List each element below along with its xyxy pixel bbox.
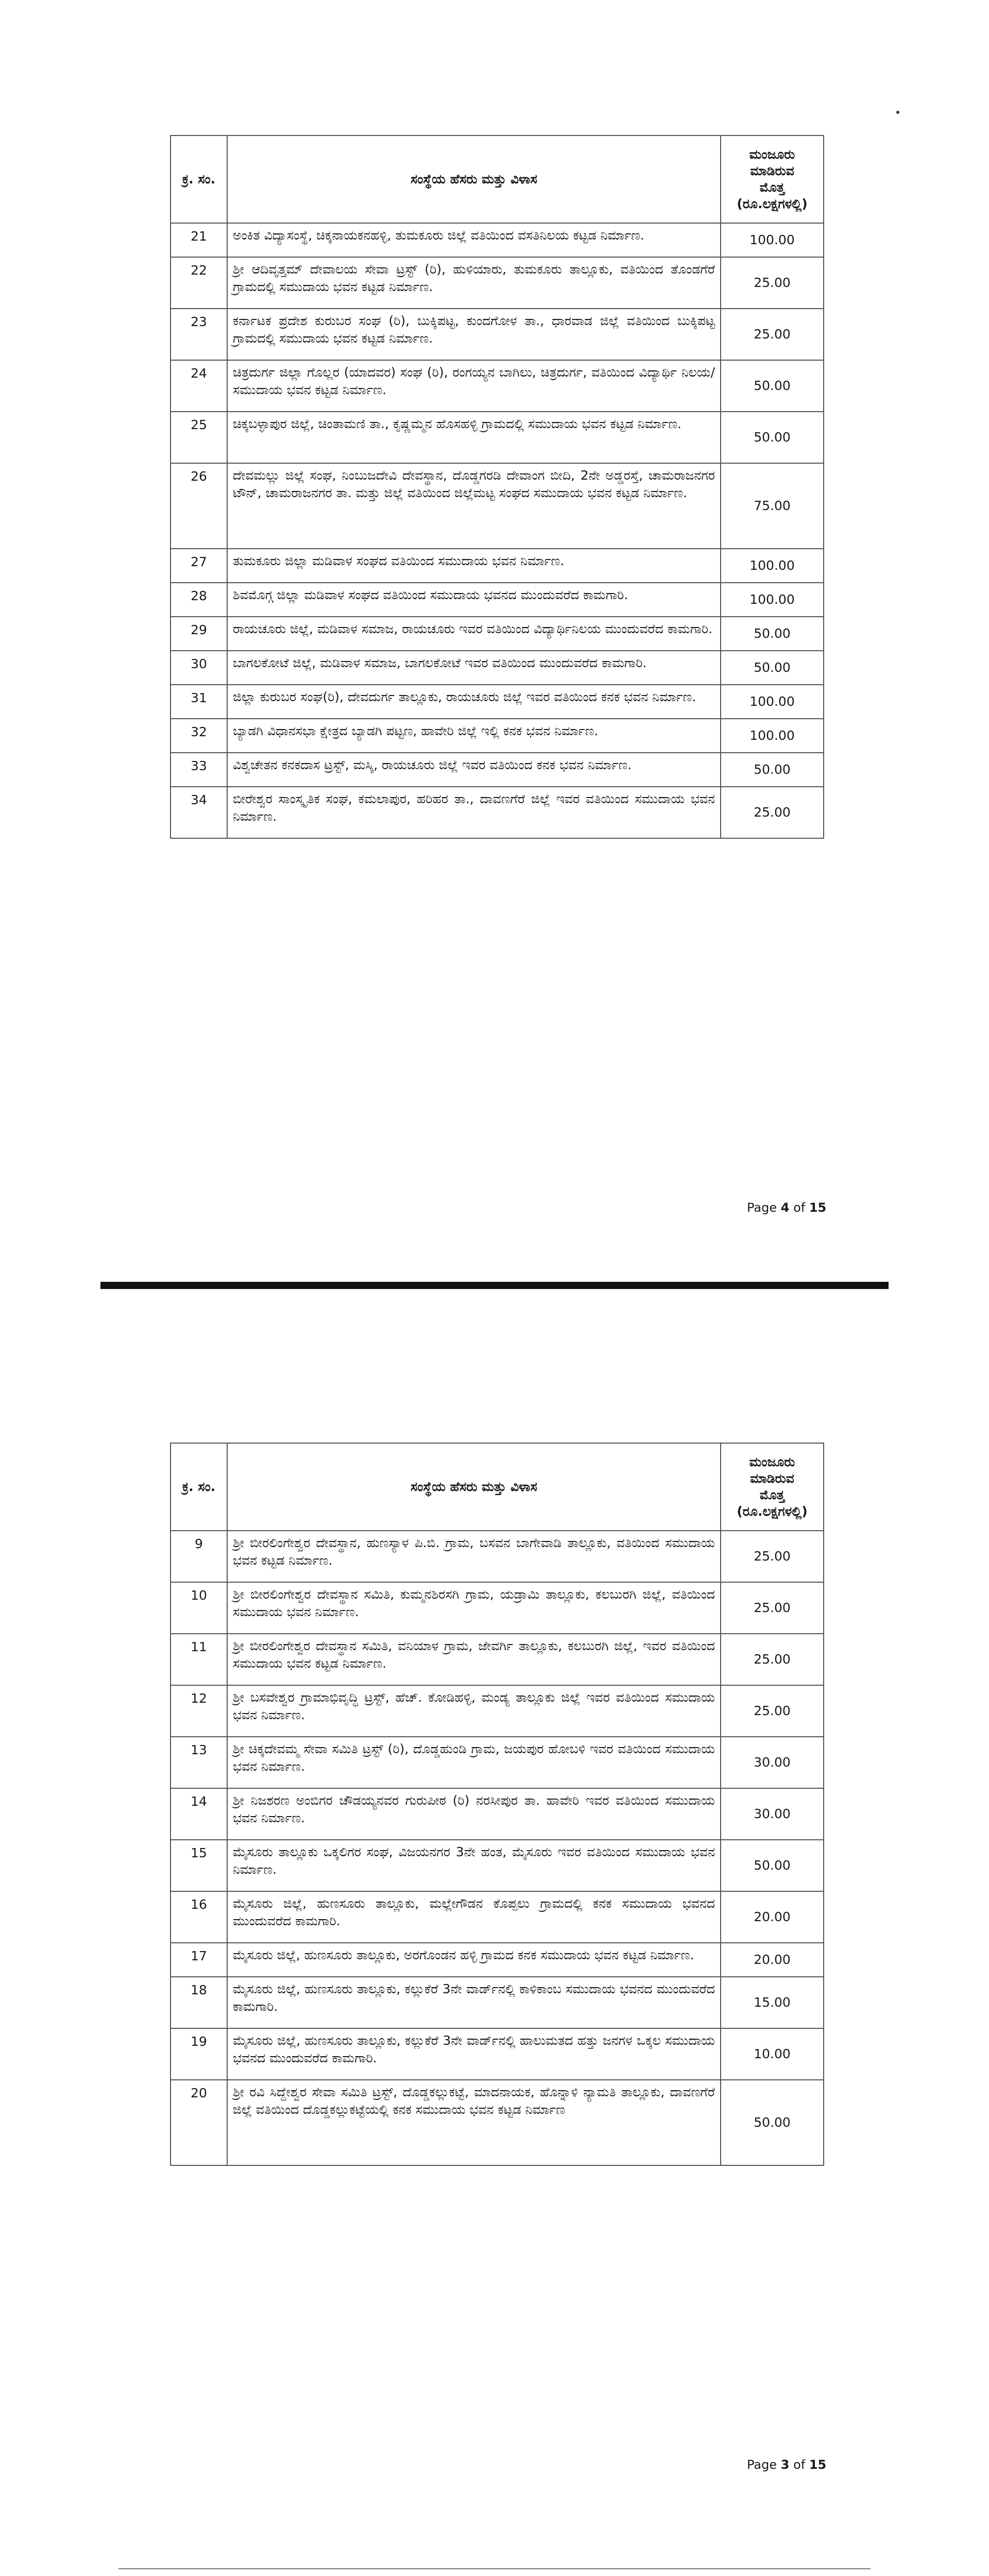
row-name: ವಿಶ್ವಚೇತನ ಕನಕದಾಸ ಟ್ರಸ್ಟ್, ಮಸ್ಕಿ, ರಾಯಚೂರು ಜಿಲ್ಲೆ ಇವರ ವತಿಯಿಂದ ಕನಕ ಭವನ ನಿರ್ಮಾಣ. [227, 753, 721, 787]
footer-prefix: Page [747, 1200, 781, 1215]
row-amount: 30.00 [721, 1788, 824, 1840]
row-serial: 12 [170, 1685, 227, 1737]
row-serial: 24 [170, 360, 227, 412]
page-separator [100, 1282, 889, 1289]
page-separator [118, 2568, 871, 2569]
row-serial: 34 [170, 787, 227, 838]
footer-total: 15 [809, 2458, 827, 2472]
table-row [170, 685, 824, 719]
footer-total: 15 [809, 1200, 827, 1215]
row-amount: 50.00 [721, 753, 824, 787]
row-name: ತುಮಕೂರು ಜಿಲ್ಲಾ ಮಡಿವಾಳ ಸಂಘದ ವತಿಯಿಂದ ಸಮುದಾಯ ಭವನ ನಿರ್ಮಾಣ. [227, 549, 721, 583]
col-amount [721, 1443, 824, 1531]
table-row [170, 223, 824, 257]
table-row [170, 309, 824, 360]
row-amount: 25.00 [721, 1634, 824, 1685]
row-amount: 10.00 [721, 2028, 824, 2080]
col-amount-l1: ಮಂಜೂರು [749, 1454, 795, 1469]
col-amount-l2: ಮಾಡಿರುವ [750, 1471, 794, 1486]
row-name: ಬ್ಯಾಡಗಿ ವಿಧಾನಸಭಾ ಕ್ಷೇತ್ರದ ಬ್ಯಾಡಗಿ ಪಟ್ಟಣ, ಹಾವೇರಿ ಜಿಲ್ಲೆ ಇಲ್ಲಿ ಕನಕ ಭವನ ನಿರ್ಮಾಣ. [227, 719, 721, 753]
row-amount: 100.00 [721, 549, 824, 583]
row-serial: 25 [170, 412, 227, 463]
row-amount: 25.00 [721, 787, 824, 838]
row-name: ಶ್ರೀ ಚಿಕ್ಕದೇವಮ್ಮ ಸೇವಾ ಸಮಿತಿ ಟ್ರಸ್ಟ್ (ರಿ), ದೊಡ್ಡಹುಂಡಿ ಗ್ರಾಮ, ಜಯಪುರ ಹೋಬಳಿ ಇವರ ವತಿಯಿಂದ ಸಮುದಾಯ ಭವನ ನಿರ್ಮಾಣ. [227, 1737, 721, 1788]
row-serial: 22 [170, 257, 227, 309]
row-serial: 28 [170, 583, 227, 617]
row-name: ಶ್ರೀ ಬೀರಲಿಂಗೇಶ್ವರ ದೇವಸ್ಥಾನ, ಹುಣಸ್ಯಾಳ ಪಿ.ಬಿ. ಗ್ರಾಮ, ಬಸವನ ಬಾಗೇವಾಡಿ ತಾಲ್ಲೂಕು, ವತಿಯಿಂದ ಸಮುದಾಯ ಭವನ ಕಟ್ಟಡ ನಿರ್ಮಾಣ. [227, 1531, 721, 1582]
row-amount: 30.00 [721, 1737, 824, 1788]
row-name: ಮೈಸೂರು ತಾಲ್ಲೂಕು ಒಕ್ಕಲಿಗರ ಸಂಘ, ವಿಜಯನಗರ 3ನೇ ಹಂತ, ಮೈಸೂರು ಇವರ ವತಿಯಿಂದ ಸಮುದಾಯ ಭವನ ನಿರ್ಮಾಣ. [227, 1840, 721, 1891]
col-amount-l2: ಮಾಡಿರುವ [750, 163, 794, 178]
table-body [170, 223, 824, 838]
page-4 [0, 0, 989, 1273]
row-name: ದೇವಮಲ್ಲು ಜಿಲ್ಲೆ ಸಂಘ, ನಿಂಬುಜದೇವಿ ದೇವಸ್ಥಾನ, ದೊಡ್ಡಗರಡಿ ದೇವಾಂಗ ಬೀದಿ, 2ನೇ ಅಡ್ಡರಸ್ತೆ, ಚಾಮರಾಜನಗರ ಟೌನ್, ಚಾಮರಾಜನಗರ ತಾ. ಮತ್ತು ಜಿಲ್ಲೆ ವತಿಯಿಂದ ಜಿಲ್ಲೆಮಟ್ಟ ಸಂಘದ ಸಮುದಾಯ ಭವನ ಕಟ್ಟಡ ನಿರ್ಮಾಣ. [227, 463, 721, 549]
row-serial: 14 [170, 1788, 227, 1840]
table-row [170, 583, 824, 617]
table-row [170, 1891, 824, 1943]
table-body [170, 1531, 824, 2165]
row-name: ಬಾಗಲಕೋಟೆ ಜಿಲ್ಲೆ, ಮಡಿವಾಳ ಸಮಾಜ, ಬಾಗಲಕೋಟೆ ಇವರ ವತಿಯಿಂದ ಮುಂದುವರೆದ ಕಾಮಗಾರಿ. [227, 651, 721, 685]
row-serial: 17 [170, 1943, 227, 1977]
row-amount: 100.00 [721, 685, 824, 719]
table-row [170, 753, 824, 787]
page-footer [747, 1200, 826, 1215]
row-name: ರಾಯಚೂರು ಜಿಲ್ಲೆ, ಮಡಿವಾಳ ಸಮಾಜ, ರಾಯಚೂರು ಇವರ ವತಿಯಿಂದ ವಿದ್ಯಾರ್ಥಿನಿಲಯ ಮುಂದುವರೆದ ಕಾಮಗಾರಿ. [227, 617, 721, 651]
table-row [170, 617, 824, 651]
footer-prefix: Page [747, 2458, 781, 2472]
table-row [170, 1685, 824, 1737]
row-serial: 30 [170, 651, 227, 685]
col-name: ಸಂಸ್ಥೆಯ ಹೆಸರು ಮತ್ತು ವಿಳಾಸ [227, 1443, 721, 1531]
table-row [170, 1943, 824, 1977]
page-3 [0, 1370, 989, 2576]
row-amount: 50.00 [721, 651, 824, 685]
col-amount-l4: (ರೂ.ಲಕ್ಷಗಳಲ್ಲಿ) [737, 196, 808, 211]
row-serial: 13 [170, 1737, 227, 1788]
row-amount: 20.00 [721, 1943, 824, 1977]
row-serial: 18 [170, 1977, 227, 2028]
col-name: ಸಂಸ್ಥೆಯ ಹೆಸರು ಮತ್ತು ವಿಳಾಸ [227, 135, 721, 223]
grant-table-page-4 [170, 135, 824, 839]
row-amount: 75.00 [721, 463, 824, 549]
table-row [170, 463, 824, 549]
table-row [170, 651, 824, 685]
col-amount-l3: ಮೊತ್ತ [759, 1487, 785, 1502]
table-row [170, 1737, 824, 1788]
row-name: ಶ್ರೀ ಬಸವೇಶ್ವರ ಗ್ರಾಮಾಭಿವೃದ್ಧಿ ಟ್ರಸ್ಟ್, ಹೆಚ್. ಕೋಡಿಹಳ್ಳಿ, ಮಂಡ್ಯ ತಾಲ್ಲೂಕು ಜಿಲ್ಲೆ ಇವರ ವತಿಯಿಂದ ಸಮುದಾಯ ಭವನ ನಿರ್ಮಾಣ. [227, 1685, 721, 1737]
footer-of: of [789, 2458, 809, 2472]
row-serial: 20 [170, 2080, 227, 2165]
row-serial: 16 [170, 1891, 227, 1943]
row-amount: 100.00 [721, 719, 824, 753]
row-serial: 9 [170, 1531, 227, 1582]
footer-page: 3 [780, 2458, 790, 2472]
row-name: ಶ್ರೀ ಬೀರಲಿಂಗೇಶ್ವರ ದೇವಸ್ಥಾನ ಸಮಿತಿ, ವನಿಯಾಳ ಗ್ರಾಮ, ಜೇವರ್ಗಿ ತಾಲ್ಲೂಕು, ಕಲಬುರಗಿ ಜಿಲ್ಲೆ, ಇವರ ವತಿಯಿಂದ ಸಮುದಾಯ ಭವನ ಕಟ್ಟಡ ನಿರ್ಮಾಣ. [227, 1634, 721, 1685]
row-amount: 100.00 [721, 223, 824, 257]
table-row [170, 549, 824, 583]
row-serial: 21 [170, 223, 227, 257]
row-amount: 25.00 [721, 1582, 824, 1634]
row-amount: 50.00 [721, 617, 824, 651]
footer-of: of [789, 1200, 809, 1215]
row-serial: 33 [170, 753, 227, 787]
footer-page: 4 [780, 1200, 790, 1215]
grant-table-page-3 [170, 1443, 824, 2166]
row-name: ಶ್ರೀ ಆದಿವೃತ್ತಮ್ ದೇವಾಲಯ ಸೇವಾ ಟ್ರಸ್ಟ್ (ರಿ), ಹುಳಿಯಾರು, ತುಮಕೂರು ತಾಲ್ಲೂಕು, ವತಿಯಿಂದ ತೊಂಡಗೆರೆ ಗ್ರಾಮದಲ್ಲಿ ಸಮುದಾಯ ಭವನ ಕಟ್ಟಡ ನಿರ್ಮಾಣ. [227, 257, 721, 309]
row-name: ಶ್ರೀ ರವಿ ಸಿದ್ದೇಶ್ವರ ಸೇವಾ ಸಮಿತಿ ಟ್ರಸ್ಟ್, ದೊಡ್ಡಕಲ್ಲುಕಟ್ಟೆ, ಮಾದನಾಯಕ, ಹೊನ್ನಾಳಿ ನ್ಯಾಮತಿ ತಾಲ್ಲೂಕು, ದಾವಣಗೆರೆ ಜಿಲ್ಲೆ ವತಿಯಿಂದ ದೊಡ್ಡಕಲ್ಲುಕಟ್ಟೆಯಲ್ಲಿ ಕನಕ ಸಮುದಾಯ ಭವನ ಕಟ್ಟಡ ನಿರ್ಮಾಣ [227, 2080, 721, 2165]
row-name: ಅಂಕಿತ ವಿದ್ಯಾಸಂಸ್ಥೆ, ಚಿಕ್ಕನಾಯಕನಹಳ್ಳಿ, ತುಮಕೂರು ಜಿಲ್ಲೆ ವತಿಯಿಂದ ವಸತಿನಿಲಯ ಕಟ್ಟಡ ನಿರ್ಮಾಣ. [227, 223, 721, 257]
row-amount: 50.00 [721, 412, 824, 463]
speck [896, 111, 899, 114]
col-amount-l3: ಮೊತ್ತ [759, 180, 785, 195]
row-amount: 25.00 [721, 1531, 824, 1582]
row-amount: 25.00 [721, 1685, 824, 1737]
row-name: ಮೈಸೂರು ಜಿಲ್ಲೆ, ಹುಣಸೂರು ತಾಲ್ಲೂಕು, ಮಲ್ಲೇಗೌಡನ ಕೊಪ್ಪಲು ಗ್ರಾಮದಲ್ಲಿ ಕನಕ ಸಮುದಾಯ ಭವನದ ಮುಂದುವರೆದ ಕಾಮಗಾರಿ. [227, 1891, 721, 1943]
row-serial: 19 [170, 2028, 227, 2080]
row-serial: 31 [170, 685, 227, 719]
table-row [170, 257, 824, 309]
table-row [170, 1840, 824, 1891]
row-amount: 50.00 [721, 2080, 824, 2165]
table-row [170, 1531, 824, 1582]
row-name: ಜಿಲ್ಲಾ ಕುರುಬರ ಸಂಘ(ರಿ), ದೇವದುರ್ಗ ತಾಲ್ಲೂಕು, ರಾಯಚೂರು ಜಿಲ್ಲೆ ಇವರ ವತಿಯಿಂದ ಕನಕ ಭವನ ನಿರ್ಮಾಣ. [227, 685, 721, 719]
table-row [170, 1977, 824, 2028]
row-amount: 100.00 [721, 583, 824, 617]
row-name: ಕರ್ನಾಟಕ ಪ್ರದೇಶ ಕುರುಬರ ಸಂಘ (ರಿ), ಬುಕ್ಕಿಪಟ್ಟ, ಕುಂದಗೋಳ ತಾ., ಧಾರವಾಡ ಜಿಲ್ಲೆ ವತಿಯಿಂದ ಬುಕ್ಕಿಪಟ್ಟ ಗ್ರಾಮದಲ್ಲಿ ಸಮುದಾಯ ಭವನ ಕಟ್ಟಡ ನಿರ್ಮಾಣ. [227, 309, 721, 360]
col-amount-l4: (ರೂ.ಲಕ್ಷಗಳಲ್ಲಿ) [737, 1504, 808, 1519]
col-amount [721, 135, 824, 223]
table-row [170, 787, 824, 838]
row-serial: 11 [170, 1634, 227, 1685]
table-row [170, 360, 824, 412]
row-amount: 50.00 [721, 1840, 824, 1891]
col-serial: ಕ್ರ. ಸಂ. [170, 135, 227, 223]
row-amount: 25.00 [721, 309, 824, 360]
row-name: ಮೈಸೂರು ಜಿಲ್ಲೆ, ಹುಣಸೂರು ತಾಲ್ಲೂಕು, ಅರಗೊಂಡನ ಹಳ್ಳಿ ಗ್ರಾಮದ ಕನಕ ಸಮುದಾಯ ಭವನ ಕಟ್ಟಡ ನಿರ್ಮಾಣ. [227, 1943, 721, 1977]
row-serial: 29 [170, 617, 227, 651]
row-name: ಶ್ರೀ ನಿಜಶರಣ ಅಂಬಿಗರ ಚೌಡಯ್ಯನವರ ಗುರುಪೀಠ (ರಿ) ನರಸೀಪುರ ತಾ. ಹಾವೇರಿ ಇವರ ವತಿಯಿಂದ ಸಮುದಾಯ ಭವನ ನಿರ್ಮಾಣ. [227, 1788, 721, 1840]
table-row [170, 2080, 824, 2165]
table-row [170, 2028, 824, 2080]
row-amount: 50.00 [721, 360, 824, 412]
row-name: ಬೀರೇಶ್ವರ ಸಾಂಸ್ಕೃತಿಕ ಸಂಘ, ಕಮಲಾಪುರ, ಹರಿಹರ ತಾ., ದಾವಣಗೆರೆ ಜಿಲ್ಲೆ ಇವರ ವತಿಯಿಂದ ಸಮುದಾಯ ಭವನ ನಿರ್ಮಾಣ. [227, 787, 721, 838]
row-amount: 15.00 [721, 1977, 824, 2028]
page-footer [747, 2458, 826, 2472]
row-name: ಮೈಸೂರು ಜಿಲ್ಲೆ, ಹುಣಸೂರು ತಾಲ್ಲೂಕು, ಕಲ್ಲುಕೆರೆ 3ನೇ ವಾರ್ಡ್‌ನಲ್ಲಿ ಹಾಲುಮತದ ಹತ್ತು ಜನಗಳ ಒಕ್ಕಲ ಸಮುದಾಯ ಭವನದ ಮುಂದುವರೆದ ಕಾಮಗಾರಿ. [227, 2028, 721, 2080]
row-name: ಶ್ರೀ ಬೀರಲಿಂಗೇಶ್ವರ ದೇವಸ್ಥಾನ ಸಮಿತಿ, ಕುಮ್ಮನಶಿರಸಗಿ ಗ್ರಾಮ, ಯಡ್ರಾಮಿ ತಾಲ್ಲೂಕು, ಕಲಬುರಗಿ ಜಿಲ್ಲೆ, ವತಿಯಿಂದ ಸಮುದಾಯ ಭವನ ನಿರ್ಮಾಣ. [227, 1582, 721, 1634]
row-serial: 15 [170, 1840, 227, 1891]
row-serial: 10 [170, 1582, 227, 1634]
col-amount-l1: ಮಂಜೂರು [749, 147, 795, 162]
row-amount: 20.00 [721, 1891, 824, 1943]
col-serial: ಕ್ರ. ಸಂ. [170, 1443, 227, 1531]
table-row [170, 719, 824, 753]
row-serial: 23 [170, 309, 227, 360]
table-row [170, 1634, 824, 1685]
row-name: ಶಿವಮೊಗ್ಗ ಜಿಲ್ಲಾ ಮಡಿವಾಳ ಸಂಘದ ವತಿಯಿಂದ ಸಮುದಾಯ ಭವನದ ಮುಂದುವರೆದ ಕಾಮಗಾರಿ. [227, 583, 721, 617]
row-name: ಮೈಸೂರು ಜಿಲ್ಲೆ, ಹುಣಸೂರು ತಾಲ್ಲೂಕು, ಕಲ್ಲುಕೆರೆ 3ನೇ ವಾರ್ಡ್‌ನಲ್ಲಿ ಕಾಳಿಕಾಂಬ ಸಮುದಾಯ ಭವನದ ಮುಂದುವರೆದ ಕಾಮಗಾರಿ. [227, 1977, 721, 2028]
table-row [170, 1788, 824, 1840]
row-serial: 27 [170, 549, 227, 583]
row-serial: 26 [170, 463, 227, 549]
row-serial: 32 [170, 719, 227, 753]
row-name: ಚಿಕ್ಕಬಳ್ಳಾಪುರ ಜಿಲ್ಲೆ, ಚಿಂತಾಮಣಿ ತಾ., ಕೃಷ್ಣಮ್ಮನ ಹೊಸಹಳ್ಳಿ ಗ್ರಾಮದಲ್ಲಿ ಸಮುದಾಯ ಭವನ ಕಟ್ಟಡ ನಿರ್ಮಾಣ. [227, 412, 721, 463]
row-name: ಚಿತ್ರದುರ್ಗ ಜಿಲ್ಲಾ ಗೊಲ್ಲರ (ಯಾದವರ) ಸಂಘ (ರಿ), ರಂಗಯ್ಯನ ಬಾಗಿಲು, ಚಿತ್ರದುರ್ಗ, ವತಿಯಿಂದ ವಿದ್ಯಾರ್ಥಿ ನಿಲಯ/ ಸಮುದಾಯ ಭವನ ಕಟ್ಟಡ ನಿರ್ಮಾಣ. [227, 360, 721, 412]
row-amount: 25.00 [721, 257, 824, 309]
table-row [170, 1582, 824, 1634]
table-row [170, 412, 824, 463]
